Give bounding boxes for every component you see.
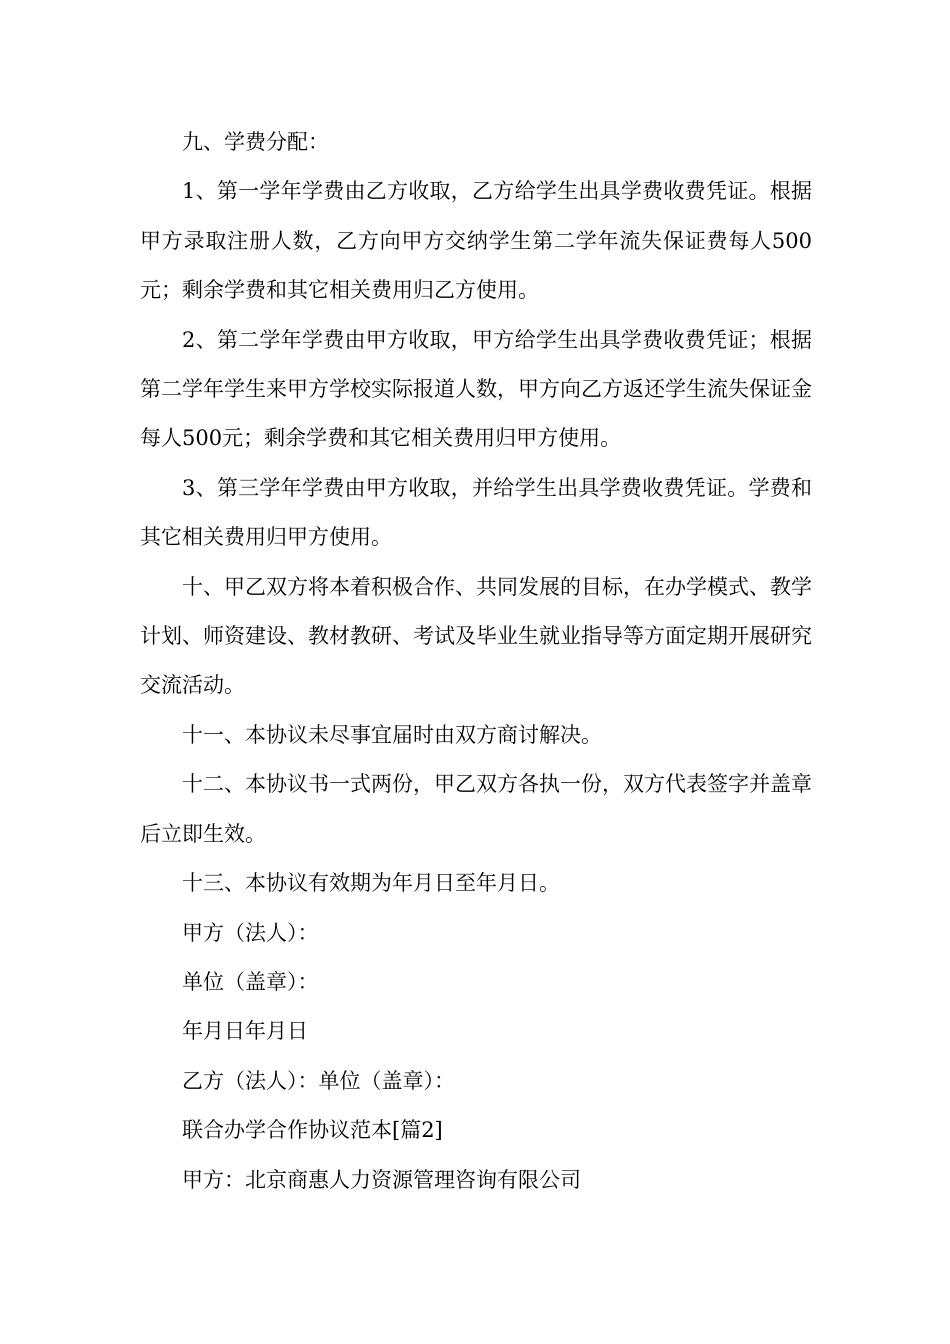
party-a-company-name: 甲方：北京商惠人力资源管理咨询有限公司 [182, 1167, 581, 1192]
clause-third-year-fee: 3、第三学年学费由甲方收取，并给学生出具学费收费凭证。学费和其它相关费用归甲方使用。 [140, 475, 812, 550]
clause-unresolved-matters: 十一、本协议未尽事宜届时由双方商讨解决。 [182, 722, 602, 747]
clause-validity-period: 十三、本协议有效期为年月日至年月日。 [182, 871, 560, 896]
document-body [140, 118, 812, 1205]
clause-copies-effectiveness: 十二、本协议书一式两份，甲乙双方各执一份，双方代表签字并盖章后立即生效。 [140, 772, 812, 846]
section-heading-fee-allocation: 九、学费分配： [182, 130, 329, 154]
party-b-legal-person-seal: 乙方（法人）：单位（盖章）： [182, 1068, 455, 1093]
signature-dates: 年月日年月日 [182, 1019, 308, 1044]
party-a-seal: 单位（盖章）： [182, 969, 319, 994]
clause-first-year-fee: 1、第一学年学费由乙方收取，乙方给学生出具学费收费凭证。根据甲方录取注册人数，乙方向甲方交纳学生第二学年流失保证费每人500元；剩余学费和其它相关费用归乙方使用。 [140, 179, 812, 303]
clause-cooperation-exchange: 十、甲乙双方将本着积极合作、共同发展的目标，在办学模式、教学计划、师资建设、教材教研、考试及毕业生就业指导等方面定期开展研究交流活动。 [140, 574, 812, 698]
clause-second-year-fee: 2、第二学年学费由甲方收取，甲方给学生出具学费收费凭证；根据第二学年学生来甲方学校实际报道人数，甲方向乙方返还学生流失保证金每人500元；剩余学费和其它相关费用归甲方使用。 [140, 327, 812, 451]
template-title-part-2: 联合办学合作协议范本[篇2] [182, 1118, 443, 1143]
party-a-legal-person: 甲方（法人）： [182, 920, 319, 945]
